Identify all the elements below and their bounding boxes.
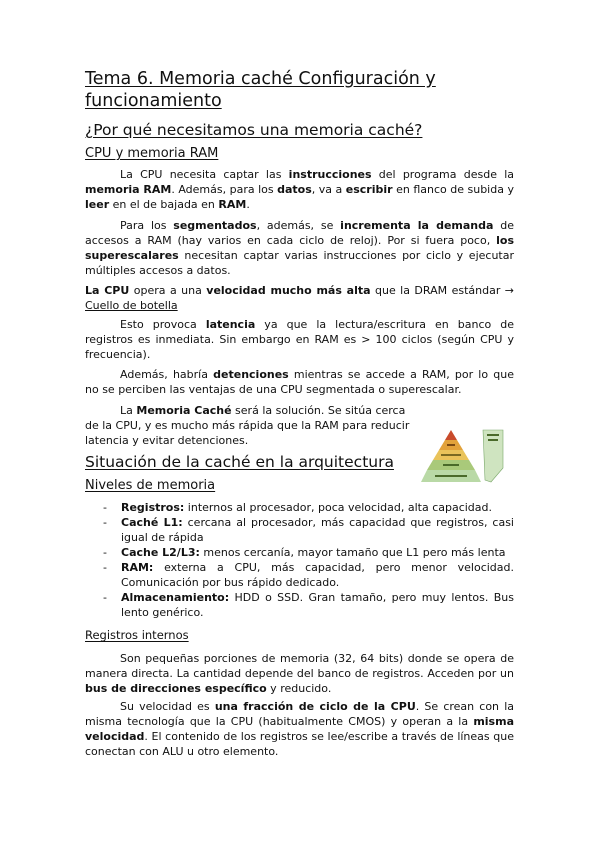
paragraph-registers-portions: Son pequeñas porciones de memoria (32, 64 bits) donde se opera de manera directa. La cantidad depende del banco de registros. Acceden por un bus de direcciones específico y reducido. [85,652,514,695]
list-item: - RAM: externa a CPU, más capacidad, pero menor velocidad. Comunicación por bus rápido dedicado. [103,561,514,589]
paragraph-bottleneck: La CPU opera a una velocidad mucho más alta que la DRAM estándar → Cuello de botella [85,284,515,312]
subheading-internal-registers: Registros internos [85,628,189,642]
section-heading-cache-location: Situación de la caché en la arquitectura [85,453,394,471]
list-item: - Cache L2/L3: menos cercanía, mayor tamaño que L1 pero más lenta [103,546,506,559]
paragraph-cache-solution: La Memoria Caché será la solución. Se sitúa cerca de la CPU, y es mucho más rápida que la RAM para reducir latencia y evitar detenciones. [85,404,410,447]
paragraph-registers-speed: Su velocidad es una fracción de ciclo de la CPU. Se crean con la misma tecnología que la CPU (habitualmente CMOS) y operan a la misma velocidad. El contenido de los registros se lee/escribe a través de líneas que conectan con ALU u otro elemento. [85,700,514,758]
paragraph-segmented: Para los segmentados, además, se incrementa la demanda de accesos a RAM (hay varios en cada ciclo de reloj). Por si fuera poco, los superescalares necesitan captar varias instrucciones por ciclo y ejecutar múltiples accesos a datos. [85,219,514,277]
list-item: - Caché L1: cercana al procesador, más capacidad que registros, casi igual de rápida [103,516,514,544]
memory-pyramid-figure [421,428,507,488]
paragraph-stalls: Además, habría detenciones mientras se accede a RAM, por lo que no se perciben las ventajas de una CPU segmentada o superescalar. [85,368,514,396]
subheading-memory-levels: Niveles de memoria [85,478,216,493]
section-heading-why-cache: ¿Por qué necesitamos una memoria caché? [85,121,423,139]
memory-pyramid-image [421,428,507,488]
memory-levels-list [85,500,514,620]
paragraph-latency: Esto provoca latencia ya que la lectura/escritura en banco de registros es inmediata. Sin embargo en RAM es > 100 ciclos (según CPU y frecuencia). [85,318,514,361]
list-item: - Registros: internos al procesador, poca velocidad, alta capacidad. [103,501,493,514]
list-item: - Almacenamiento: HDD o SSD. Gran tamaño, pero muy lentos. Bus lento genérico. [103,591,514,619]
subheading-cpu-ram: CPU y memoria RAM [85,146,219,161]
bottleneck-link: Cuello de botella [85,299,178,312]
document-title: Tema 6. Memoria caché Configuración y funcionamiento [85,69,436,111]
paragraph-cpu-captures: La CPU necesita captar las instrucciones del programa desde la memoria RAM. Además, para los datos, va a escribir en flanco de subida y leer en el de bajada en RAM. [85,168,514,211]
